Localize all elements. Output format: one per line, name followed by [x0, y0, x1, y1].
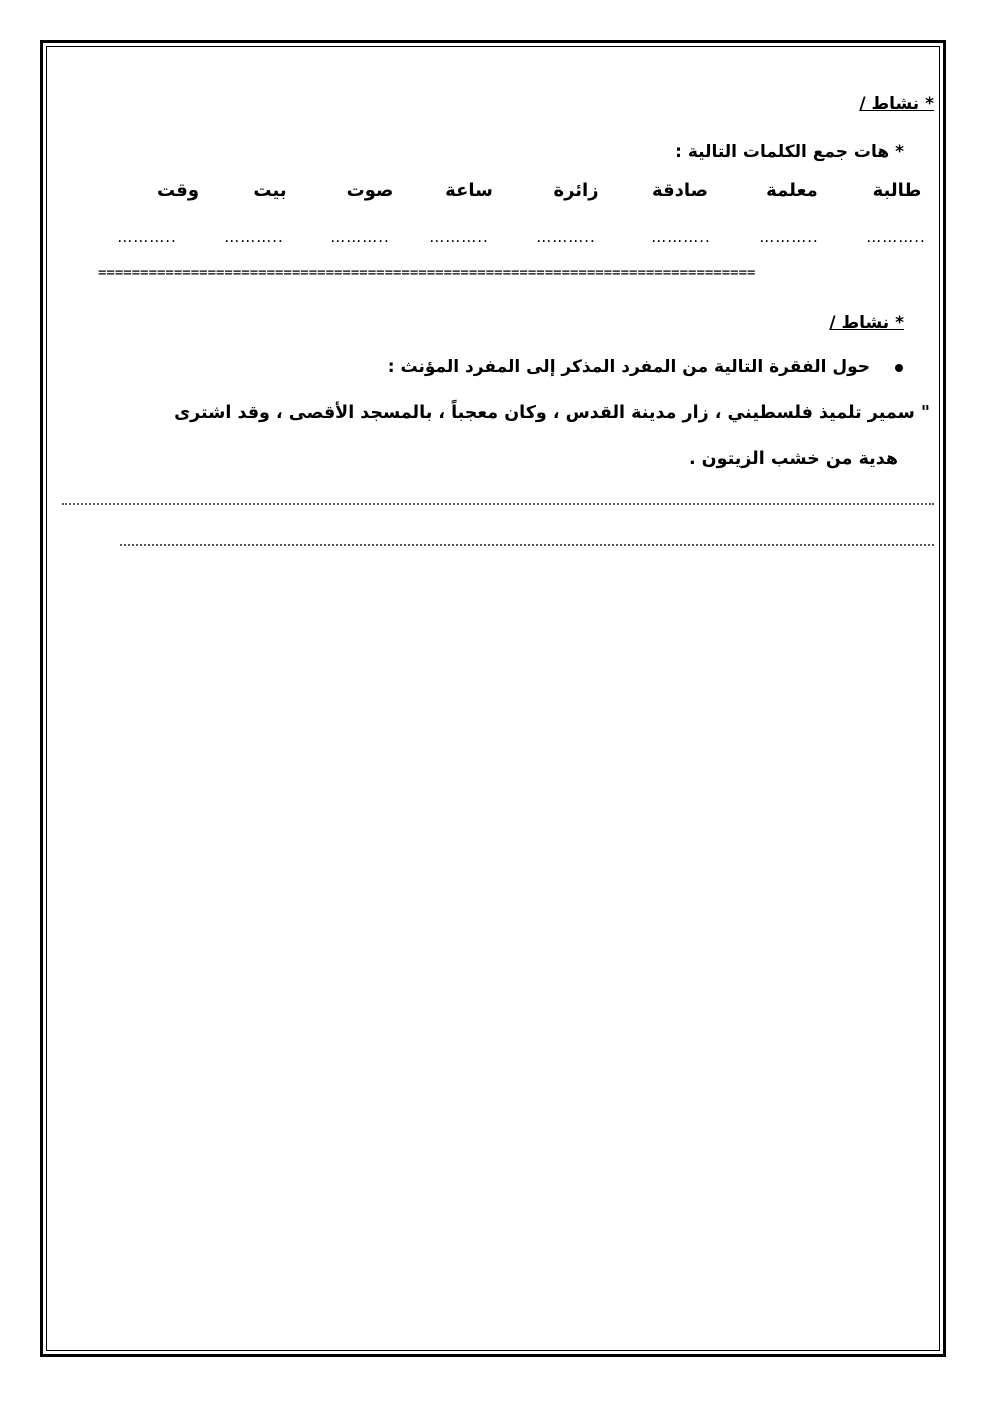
- word-8: وقت: [156, 180, 200, 201]
- paragraph-line-2: هدية من خشب الزيتون .: [688, 449, 898, 469]
- activity1-heading: * نشاط /: [859, 94, 934, 114]
- word-5: ساعة: [445, 180, 493, 201]
- answer-blank-5[interactable]: ………..: [429, 228, 489, 246]
- word-6: صوت: [346, 180, 394, 201]
- answer-blank-3[interactable]: ………..: [651, 228, 711, 246]
- word-7: بيت: [253, 180, 287, 201]
- word-2: معلمة: [766, 180, 818, 201]
- word-3: صادقة: [651, 180, 709, 201]
- paragraph-line-1: " سمير تلميذ فلسطيني ، زار مدينة القدس ، وكان معجباً ، بالمسجد الأقصى ، وقد اشترى: [174, 403, 930, 423]
- bullet-icon: [895, 364, 903, 372]
- answer-blank-4[interactable]: ………..: [536, 228, 596, 246]
- activity1-instruction: * هات جمع الكلمات التالية :: [675, 142, 904, 162]
- answer-blank-6[interactable]: ………..: [330, 228, 390, 246]
- answer-blank-2[interactable]: ………..: [759, 228, 819, 246]
- answer-line-2[interactable]: [120, 544, 934, 546]
- answer-line-1[interactable]: [62, 503, 934, 505]
- answer-blank-8[interactable]: ………..: [117, 228, 177, 246]
- answer-blank-1[interactable]: ………..: [866, 228, 926, 246]
- activity2-instruction: حول الفقرة التالية من المفرد المذكر إلى المفرد المؤنث :: [387, 357, 870, 377]
- answer-blank-7[interactable]: ………..: [224, 228, 284, 246]
- section-separator: ==============================================================================: [98, 265, 756, 281]
- word-4: زائرة: [553, 180, 599, 201]
- activity2-heading: * نشاط /: [829, 313, 904, 333]
- word-1: طالبة: [872, 180, 922, 201]
